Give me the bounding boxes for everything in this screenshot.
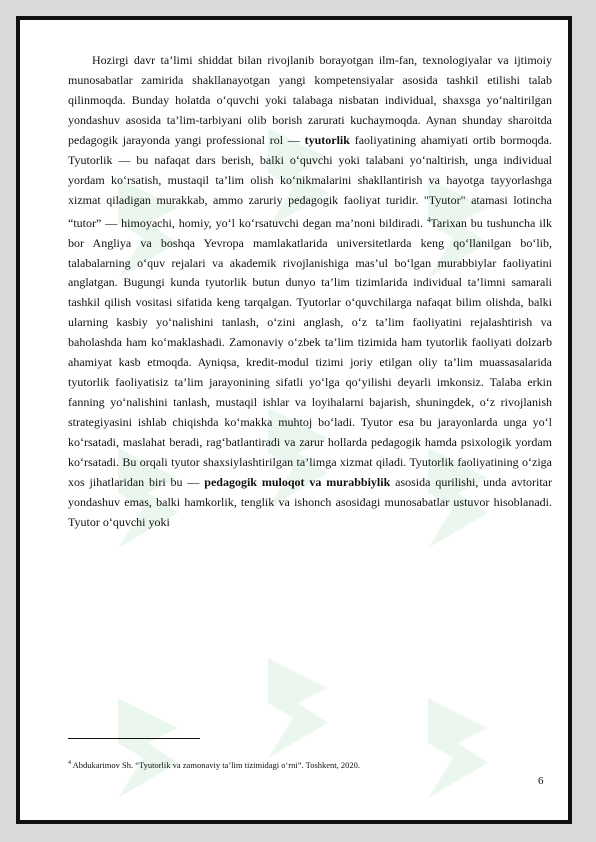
bold-term: pedagogik muloqot va murabbiylik <box>204 475 391 490</box>
text-run: asosida qurilishi, unda avtoritar yondashuv emas, balki hamkorlik, tenglik va ishonch asosidagi munosabatlar ustuvor hisoblanadi. Tyutor o‘quvchi yoki <box>68 475 553 529</box>
bold-term: tyutorlik <box>304 132 350 147</box>
page-number: 6 <box>538 775 544 787</box>
text-run: Tarixan bu tushuncha ilk bor Angliya va boshqa Yevropa mamlakatlarida universitetlarda keng qo‘llanilgan bo‘lib, talabalarning o‘quv rejalari va akademik rivojlanishiga mas’ul bo‘lgan murabbiylar faoliyatini anglatgan. Bugungi kunda tyutorlik butun dunyo ta’lim tizimlarida individual ta’limni samarali tashkil qilish vositasi sifatida keng tarqalgan. Tyutorlar o‘quvchilarga nafaqat bilim olishda, balki ularning kasbiy yo‘nalishini tanlash, o‘zini anglash, o‘z ta’lim faoliyatini rejalashtirish va baholashda ham ko‘maklashadi. Zamonaviy o‘zbek ta’lim tizimida ham tyutorlik faoliyati dolzarb ahamiyat kasb etmoqda. Ayniqsa, kredit-modul tizimi joriy etilgan oliy ta’lim muassasalarida tyutorlik faoliyatisiz ta’lim jarayonining sifatli yo‘lga qo‘yilishi deyarli imkonsiz. Talaba erkin fanning yo‘nalishini tanlash, mustaqil ishlar va loyihalarni bajarish, shuningdek, o‘z rivojlanish strategiyasini ishlab chiqishda ko‘makka muhtoj bo‘ladi. Tyutor esa bu jarayonlarda unga yo‘l ko‘rsatadi, maslahat beradi, rag‘batlantiradi va zarur hollarda pedagogik hamda psixologik yordam ko‘rsatadi. Bu orqali tyutor shaxsiylashtirilgan ta’limga xizmat qiladi. Tyutorlik faoliyatining o‘ziga xos jihatlaridan biri bu — <box>68 215 552 490</box>
footnote-reference[interactable]: 4 <box>426 215 431 224</box>
footnote <box>68 758 558 771</box>
watermark-logo <box>418 688 498 808</box>
body-paragraph <box>68 51 552 533</box>
footnote-text: Abdukarimov Sh. “Tyutorlik va zamonaviy ta’lim tizimidagi o‘rni”. Toshkent, 2020. <box>71 759 361 770</box>
watermark-logo <box>108 688 188 808</box>
text-run: Hozirgi davr ta’limi shiddat bilan rivojlanib borayotgan ilm-fan, texnologiyalar va ijtimoiy munosabatlar zamirida shakllanayotgan yangi kompetensiyalar asosida tashkil etilishi talab qilinmoqda. Bunday holatda o‘quvchi yoki talabaga nisbatan individual, shaxsga yo‘naltirilgan yondashuv asosida ta’lim-tarbiyani olib borish zarurati kuchaymoqda. Aynan shunday sharoitda pedagogik jarayonda yangi professional rol — <box>68 53 552 147</box>
footnote-separator <box>68 738 200 739</box>
footnote-number: 4 <box>68 760 71 766</box>
text-run: faoliyatining ahamiyati ortib bormoqda. Tyutorlik — bu nafaqat dars berish, balki o‘quvchi yoki talabani yo‘naltirish, unga individual yordam ko‘rsatish, mustaqil ta’lim olish ko‘nikmalarini shakllantirish va hayotga tayyorlashga xizmat qiladigan murakkab, ammo zaruriy pedagogik faoliyat turidir. "Tyutor" atamasi lotincha “tutor” — himoyachi, homiy, yo‘l ko‘rsatuvchi degan ma’noni bildiradi. <box>68 132 553 230</box>
paragraph <box>68 51 552 533</box>
watermark-logo <box>258 648 338 768</box>
